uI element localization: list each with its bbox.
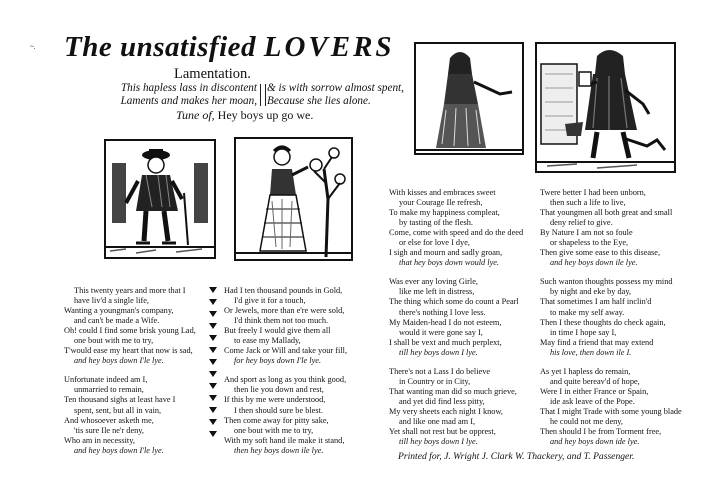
tune-name: Hey boys up go we.	[217, 108, 314, 122]
verse-line: My Maiden-head I do not esteem,	[389, 317, 502, 327]
stanza-gap	[64, 366, 196, 375]
verse-line: spent, sent, but all in vain,	[74, 405, 162, 415]
verse-line: and yet did find less pitty,	[399, 396, 485, 406]
verse-line: or else for love I dye,	[399, 238, 470, 248]
intro-left	[67, 82, 257, 108]
verse-line: Then I these thoughts do check again,	[540, 317, 666, 327]
verse-line: by tasting of the flesh.	[399, 218, 473, 228]
margin-mark: ~.	[30, 43, 36, 51]
intro-right	[267, 82, 404, 108]
title-part2: LOVERS	[263, 31, 395, 63]
verse-line: May find a friend that may extend	[540, 337, 654, 347]
verse-line: then hey boys down ile lye.	[234, 445, 324, 455]
verse-line: till hey boys down I lye.	[399, 347, 478, 357]
verse-line: Had I ten thousand pounds in Gold,	[224, 286, 343, 295]
verse-line: ide ask leave of the Pope.	[550, 396, 635, 406]
verse-line: your Courage Ile refresh,	[399, 198, 483, 208]
verse-line: that hey boys down would lye.	[399, 258, 500, 268]
verse-line: he could not me deny,	[550, 416, 623, 426]
intro-right-line-1: & is with sorrow almost spent,	[267, 82, 404, 94]
stanza-gap	[540, 268, 682, 277]
verse-line: With kisses and embraces sweet	[389, 188, 496, 197]
verse-line: deny relief to give.	[550, 218, 613, 228]
stanza-gap	[224, 366, 347, 375]
man-with-staff-woodcut	[104, 139, 216, 259]
verse-line: My very sheets each night I know,	[389, 406, 503, 416]
verse-line: Were I in either France or Spain,	[540, 386, 649, 396]
verse-line: Come, come with speed and do the deed	[389, 228, 524, 238]
tune-line	[176, 108, 313, 123]
verse-line: Ten thousand sighs at least have I	[64, 395, 176, 405]
verse-line: I shall be vext and much perplext,	[389, 337, 502, 347]
verse-line: Yet shall not rest but be opprest,	[389, 427, 496, 437]
verse-line: to make my self away.	[550, 307, 625, 317]
verse-line: 'tis sure Ile ne'r deny,	[74, 425, 144, 435]
verse-line: There's not a Lass I do believe	[389, 366, 491, 376]
verse-line: his love, then down ile I.	[550, 347, 632, 357]
verse-line: T'would ease my heart that now is sad,	[64, 346, 193, 356]
verse-line: I then should sure be blest.	[234, 405, 323, 415]
verse-line: Who am in necessity,	[64, 435, 135, 445]
verse-line: to ease my Mallady,	[234, 336, 301, 346]
intro-left-line-1: This hapless lass in discontent	[120, 82, 257, 94]
verse-column-4	[540, 188, 682, 447]
stanza-gap	[540, 358, 682, 367]
verse-line: To make my happiness compleat,	[389, 208, 500, 218]
verse-line: Wanting a youngman's company,	[64, 306, 174, 316]
verse-line: That sometimes I am half inclin'd	[540, 297, 652, 307]
verse-line: That wanting man did so much grieve,	[389, 386, 517, 396]
verse-line: and like one mad am I,	[399, 416, 476, 426]
verse-column-3	[389, 188, 523, 447]
verse-line: Unfortunate indeed am I,	[64, 375, 148, 385]
verse-line: The thing which some do count a Pearl	[389, 297, 519, 307]
verse-line: I sigh and mourn and sadly groan,	[389, 248, 503, 258]
verse-line: till hey boys down I lye.	[399, 437, 478, 447]
title-part1: The unsatisfied	[64, 31, 256, 63]
verse-line: I'd give it for a touch,	[234, 296, 306, 306]
woman-with-tree-woodcut	[234, 137, 353, 261]
verse-line: one bout with me to try,	[234, 425, 314, 435]
verse-line: and hey boys down ile lye.	[550, 258, 638, 268]
subtitle: Lamentation.	[174, 66, 251, 82]
verse-line: then lie you down and rest,	[234, 385, 324, 395]
verse-line: in Country or in City,	[399, 376, 471, 386]
verse-line: That youngmen all both great and small	[540, 208, 673, 218]
ornament-divider	[206, 283, 220, 443]
intro-left-line-2: Laments and makes her moan,	[120, 95, 257, 107]
verse-line: there's nothing I love less.	[399, 307, 486, 317]
stanza-gap	[389, 358, 523, 367]
verse-line: would it were gone say I,	[399, 327, 483, 337]
verse-line: one bout with me to try,	[74, 336, 154, 346]
verse-line: And whosoever asketh me,	[64, 415, 154, 425]
verse-line: Or Jewels, more than e're were sold,	[224, 306, 345, 316]
verse-line: in time I hope say I,	[550, 327, 617, 337]
verse-line: or shapeless to the Eye,	[550, 238, 629, 248]
tune-label: Tune of,	[176, 108, 215, 122]
verse-line: like me left in distress,	[399, 287, 475, 297]
verse-line: and hey boys down I'le lye.	[74, 356, 164, 366]
verse-line: Then should I be from Torment free,	[540, 427, 662, 437]
verse-line: But freely I would give them all	[224, 326, 331, 336]
man-with-cup-woodcut	[535, 42, 676, 173]
verse-column-1	[64, 286, 196, 456]
verse-line: If this by me were understood,	[224, 395, 326, 405]
verse-line: by night and eke by day,	[550, 287, 632, 297]
verse-line: As yet I hapless do remain,	[540, 366, 631, 376]
verse-column-2	[224, 286, 347, 456]
verse-line: With my soft hand ile make it stand,	[224, 435, 345, 445]
verse-line: This twenty years and more that I	[74, 286, 186, 295]
verse-line: And sport as long as you think good,	[224, 375, 347, 385]
verse-line: I'd think them not too much.	[234, 316, 329, 326]
verse-line: Come Jack or Will and take your fill,	[224, 346, 348, 356]
verse-line: for hey boys down I'le lye.	[234, 356, 322, 366]
printer-imprint: Printed for, J. Wright J. Clark W. Thackery, and T. Passenger.	[398, 451, 635, 462]
intro-right-line-2: Because she lies alone.	[267, 95, 371, 107]
verse-line: have liv'd a single life,	[74, 296, 149, 306]
verse-line: Oh! could I find some brisk young Lad,	[64, 326, 196, 336]
woman-gesturing-woodcut	[414, 42, 524, 155]
verse-line: Twere better I had been unborn,	[540, 188, 646, 197]
verse-line: unmarried to remain,	[74, 385, 144, 395]
verse-line: Such wanton thoughts possess my mind	[540, 277, 673, 287]
verse-line: Was ever any loving Girle,	[389, 277, 478, 287]
verse-line: and hey boys down I'le lye.	[74, 445, 164, 455]
verse-line: and quite bereav'd of hope,	[550, 376, 640, 386]
verse-line: Then give some ease to this disease,	[540, 248, 661, 258]
intro-brace	[260, 84, 266, 106]
verse-line: then such a life to live,	[550, 198, 626, 208]
ballad-title	[64, 30, 395, 64]
verse-line: and hey boys down ide lye.	[550, 437, 640, 447]
verse-line: Then come away for pitty sake,	[224, 415, 329, 425]
stanza-gap	[389, 268, 523, 277]
verse-line: By Nature I am not so foule	[540, 228, 633, 238]
verse-line: That I might Trade with some young blade	[540, 406, 682, 416]
verse-line: and can't be made a Wife.	[74, 316, 160, 326]
